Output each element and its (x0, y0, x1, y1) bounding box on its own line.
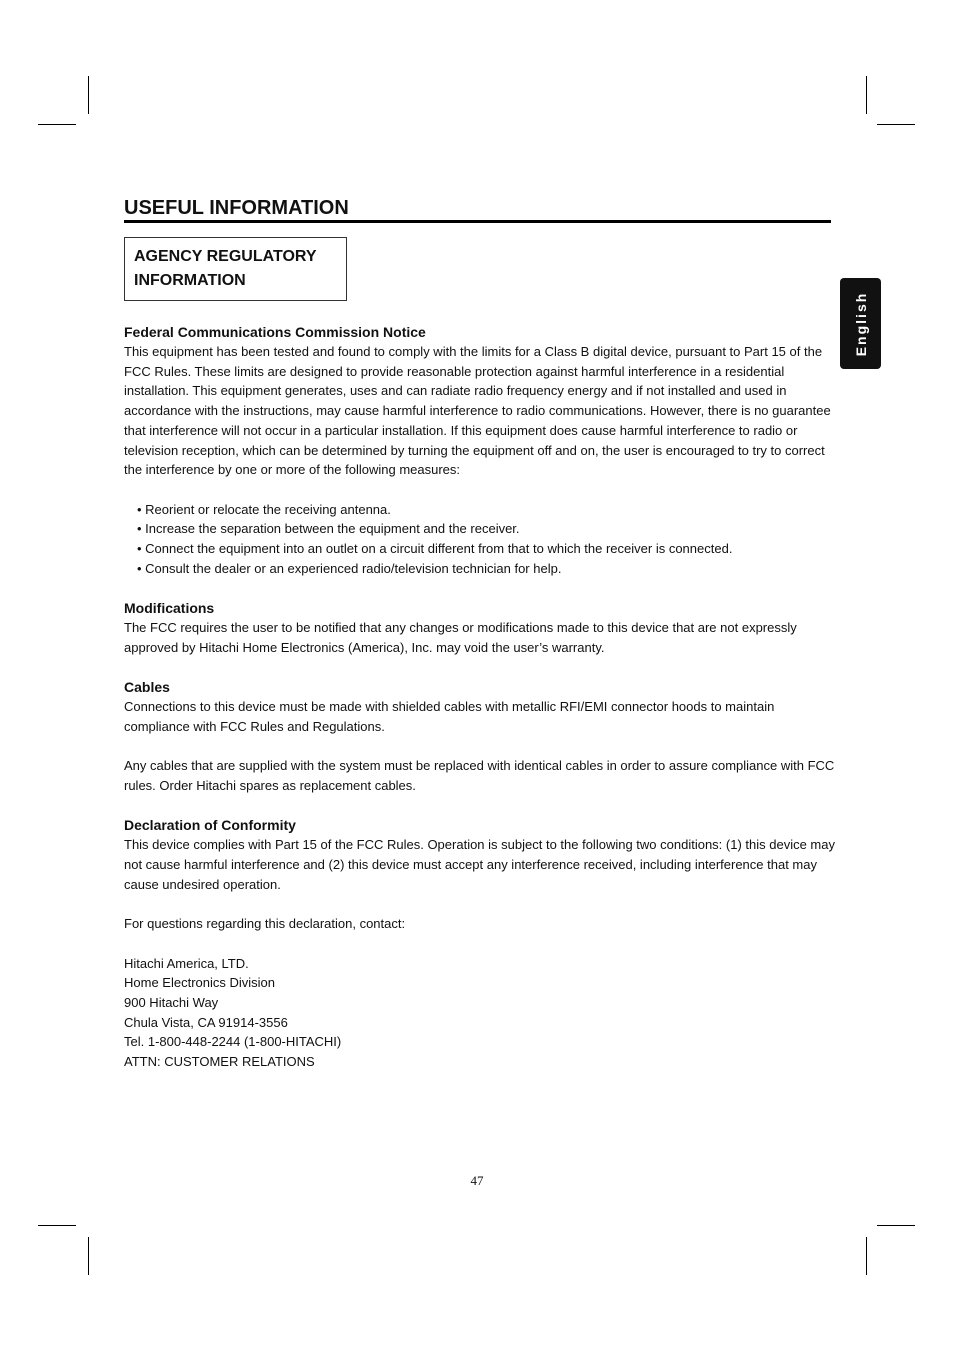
agency-heading-box (124, 237, 347, 301)
page-title: USEFUL INFORMATION (124, 196, 831, 223)
measures-list (124, 500, 836, 579)
crop-mark (877, 124, 915, 125)
paragraph: Any cables that are supplied with the system must be replaced with identical cables in order to assure compliance with FCC rules. Order Hitachi spares as replacement cables. (124, 758, 835, 793)
list-item: • Increase the separation between the equipment and the receiver. (137, 519, 836, 539)
contact-address (124, 954, 836, 1072)
language-tab-label: English (852, 291, 869, 356)
section-title: Cables (124, 679, 170, 696)
address-line: 900 Hitachi Way (124, 994, 219, 1010)
crop-mark (866, 1237, 867, 1275)
address-line: ATTN: CUSTOMER RELATIONS (124, 1054, 315, 1070)
paragraph: This device complies with Part 15 of the FCC Rules. Operation is subject to the following two conditions: (1) this device may not cause harmful interference and (2) this device must accept any interference received, including interference that may cause undesired operation. (124, 837, 835, 892)
list-item: • Reorient or relocate the receiving antenna. (137, 500, 836, 520)
crop-mark (38, 124, 76, 125)
agency-heading-line: INFORMATION (134, 272, 246, 289)
crop-mark (877, 1225, 915, 1226)
page-number: 47 (470, 1173, 484, 1188)
address-line: Hitachi America, LTD. (124, 955, 249, 971)
paragraph: Connections to this device must be made with shielded cables with metallic RFI/EMI connector hoods to maintain compliance with FCC Rules and Regulations. (124, 699, 775, 734)
section-title: Declaration of Conformity (124, 817, 296, 834)
address-line: Home Electronics Division (124, 975, 275, 991)
section-title: Federal Communications Commission Notice (124, 324, 426, 340)
address-line: Chula Vista, CA 91914-3556 (124, 1014, 288, 1030)
paragraph: This equipment has been tested and found to comply with the limits for a Class B digital device, pursuant to Part 15 of the FCC Rules. These limits are designed to provide reasonable protection against harmful interference in a residential installation. This equipment generates, uses and can radiate radio frequency energy and if not installed and used in accordance with the instructions, may cause harmful interference to radio communications. However, there is no guarantee that interference will not occur in a particular installation. If this equipment does cause harmful interference to radio or television reception, which can be determined by turning the equipment off and on, the user is encouraged to try to correct the interference by one or more of the following measures: (124, 344, 831, 478)
crop-mark (88, 76, 89, 114)
crop-mark (38, 1225, 76, 1226)
section-title: Modifications (124, 600, 215, 617)
language-tab (840, 278, 881, 369)
document-body (124, 322, 836, 1072)
list-item: • Consult the dealer or an experienced radio/television technician for help. (137, 559, 836, 579)
crop-mark (88, 1237, 89, 1275)
list-item: • Connect the equipment into an outlet on a circuit different from that to which the receiver is connected. (137, 539, 836, 559)
address-line: Tel. 1-800-448-2244 (1-800-HITACHI) (124, 1034, 342, 1050)
crop-mark (866, 76, 867, 114)
agency-heading-line: AGENCY REGULATORY (134, 248, 317, 265)
contact-intro: For questions regarding this declaration, contact: (124, 916, 406, 932)
paragraph: The FCC requires the user to be notified that any changes or modifications made to this device that are not expressly approved by Hitachi Home Electronics (America), Inc. may void the user’s warranty. (124, 620, 797, 655)
